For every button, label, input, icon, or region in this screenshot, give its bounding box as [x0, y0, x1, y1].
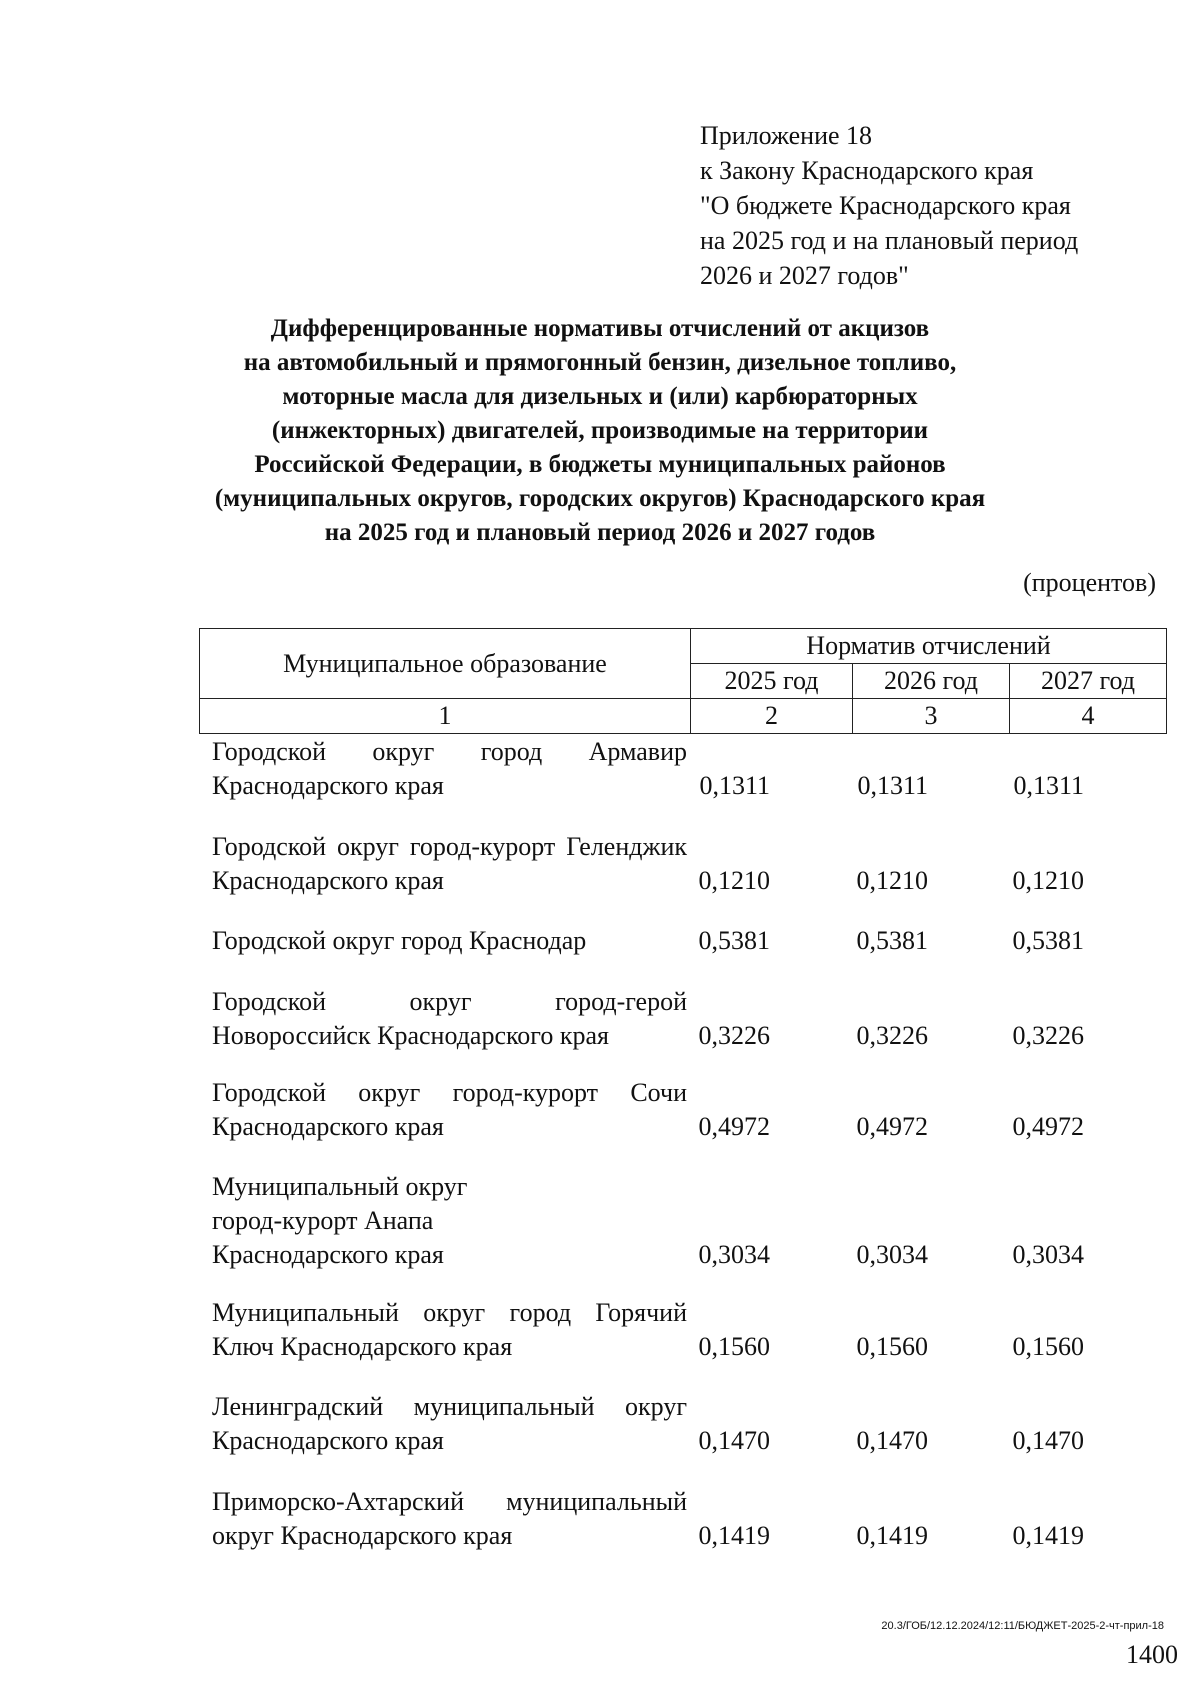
column-header-year-2026: 2026 год — [853, 664, 1010, 699]
appendix-line: 2026 и 2027 годов" — [700, 261, 909, 290]
value-2027: 0,1419 — [1012, 1521, 1084, 1550]
value-2027: 0,3226 — [1012, 1021, 1084, 1050]
title-line: на автомобильный и прямогонный бензин, дизельное топливо, — [243, 349, 957, 376]
table-row — [212, 1390, 1166, 1458]
value-2027: 0,1210 — [1012, 866, 1084, 895]
value-2025: 0,1470 — [698, 1426, 770, 1455]
column-number: 3 — [853, 699, 1010, 734]
title-line: (инжекторных) двигателей, производимые на территории — [271, 417, 929, 444]
table-row — [212, 830, 1166, 898]
value-2025: 0,5381 — [698, 926, 770, 955]
page-number: 1400 — [1126, 1640, 1178, 1669]
value-2027: 0,3034 — [1012, 1240, 1084, 1269]
value-2025: 0,1311 — [699, 771, 770, 800]
document-title — [150, 312, 1050, 550]
title-line: на 2025 год и плановый период 2026 и 2027 годов — [324, 519, 876, 546]
municipality-name: Городской округ город Армавир Краснодарского края — [212, 737, 687, 800]
table-row — [212, 735, 1166, 803]
appendix-header — [700, 118, 1078, 293]
value-2026: 0,4972 — [856, 1112, 928, 1141]
table-row — [212, 1296, 1166, 1364]
appendix-line: Приложение 18 — [700, 121, 873, 150]
value-2025: 0,3226 — [698, 1021, 770, 1050]
value-2026: 0,1210 — [856, 866, 928, 895]
value-2025: 0,3034 — [698, 1240, 770, 1269]
value-2026: 0,5381 — [856, 926, 928, 955]
municipality-name: Ленинградский муниципальный округ Краснодарского края — [212, 1392, 687, 1455]
value-2026: 0,1419 — [856, 1521, 928, 1550]
column-number: 4 — [1010, 699, 1167, 734]
column-header-year-2025: 2025 год — [691, 664, 853, 699]
value-2026: 0,3226 — [856, 1021, 928, 1050]
table-header — [199, 628, 1167, 734]
appendix-line: на 2025 год и на плановый период — [700, 226, 1079, 255]
value-2027: 0,1311 — [1013, 771, 1084, 800]
municipality-name: Муниципальный округ город Горячий Ключ Краснодарского края — [212, 1298, 687, 1361]
title-line: Дифференцированные нормативы отчислений от акцизов — [270, 315, 930, 342]
column-header-norm: Норматив отчислений — [691, 629, 1167, 664]
title-line: Российской Федерации, в бюджеты муниципальных районов — [254, 451, 946, 478]
value-2026: 0,3034 — [856, 1240, 928, 1269]
value-2026: 0,1470 — [856, 1426, 928, 1455]
value-2025: 0,4972 — [698, 1112, 770, 1141]
municipality-name: Городской округ город Краснодар — [212, 926, 587, 955]
table-row — [212, 924, 1166, 958]
title-line: моторные масла для дизельных и (или) карбюраторных — [282, 383, 918, 410]
table-row — [212, 985, 1166, 1053]
value-2027: 0,1560 — [1012, 1332, 1084, 1361]
units-label: (процентов) — [1023, 568, 1156, 597]
value-2025: 0,1419 — [698, 1521, 770, 1550]
value-2027: 0,4972 — [1012, 1112, 1084, 1141]
value-2025: 0,1560 — [698, 1332, 770, 1361]
municipality-name: Приморско-Ахтарский муниципальный округ Краснодарского края — [212, 1487, 687, 1550]
value-2027: 0,1470 — [1012, 1426, 1084, 1455]
appendix-line: "О бюджете Краснодарского края — [700, 191, 1071, 220]
document-stamp: 20.3/ГОБ/12.12.2024/12:11/БЮДЖЕТ-2025-2-чт-прил-18 — [881, 1620, 1164, 1632]
municipality-name: Муниципальный округ город-курорт Анапа Краснодарского края — [212, 1172, 468, 1269]
value-2026: 0,1311 — [857, 771, 928, 800]
column-header-municipality: Муниципальное образование — [200, 629, 691, 699]
title-line: (муниципальных округов, городских округов) Краснодарского края — [214, 485, 986, 512]
appendix-line: к Закону Краснодарского края — [700, 156, 1034, 185]
municipality-name: Городской округ город-герой Новороссийск Краснодарского края — [212, 987, 687, 1050]
table-row — [212, 1076, 1166, 1144]
column-number: 2 — [691, 699, 853, 734]
value-2025: 0,1210 — [698, 866, 770, 895]
table-row — [212, 1485, 1166, 1553]
column-header-year-2027: 2027 год — [1010, 664, 1167, 699]
municipality-name: Городской округ город-курорт Геленджик Краснодарского края — [212, 832, 687, 895]
table-row — [212, 1170, 1166, 1272]
column-number: 1 — [200, 699, 691, 734]
value-2027: 0,5381 — [1012, 926, 1084, 955]
table-body — [212, 735, 1166, 1553]
municipality-name: Городской округ город-курорт Сочи Краснодарского края — [212, 1078, 687, 1141]
value-2026: 0,1560 — [856, 1332, 928, 1361]
